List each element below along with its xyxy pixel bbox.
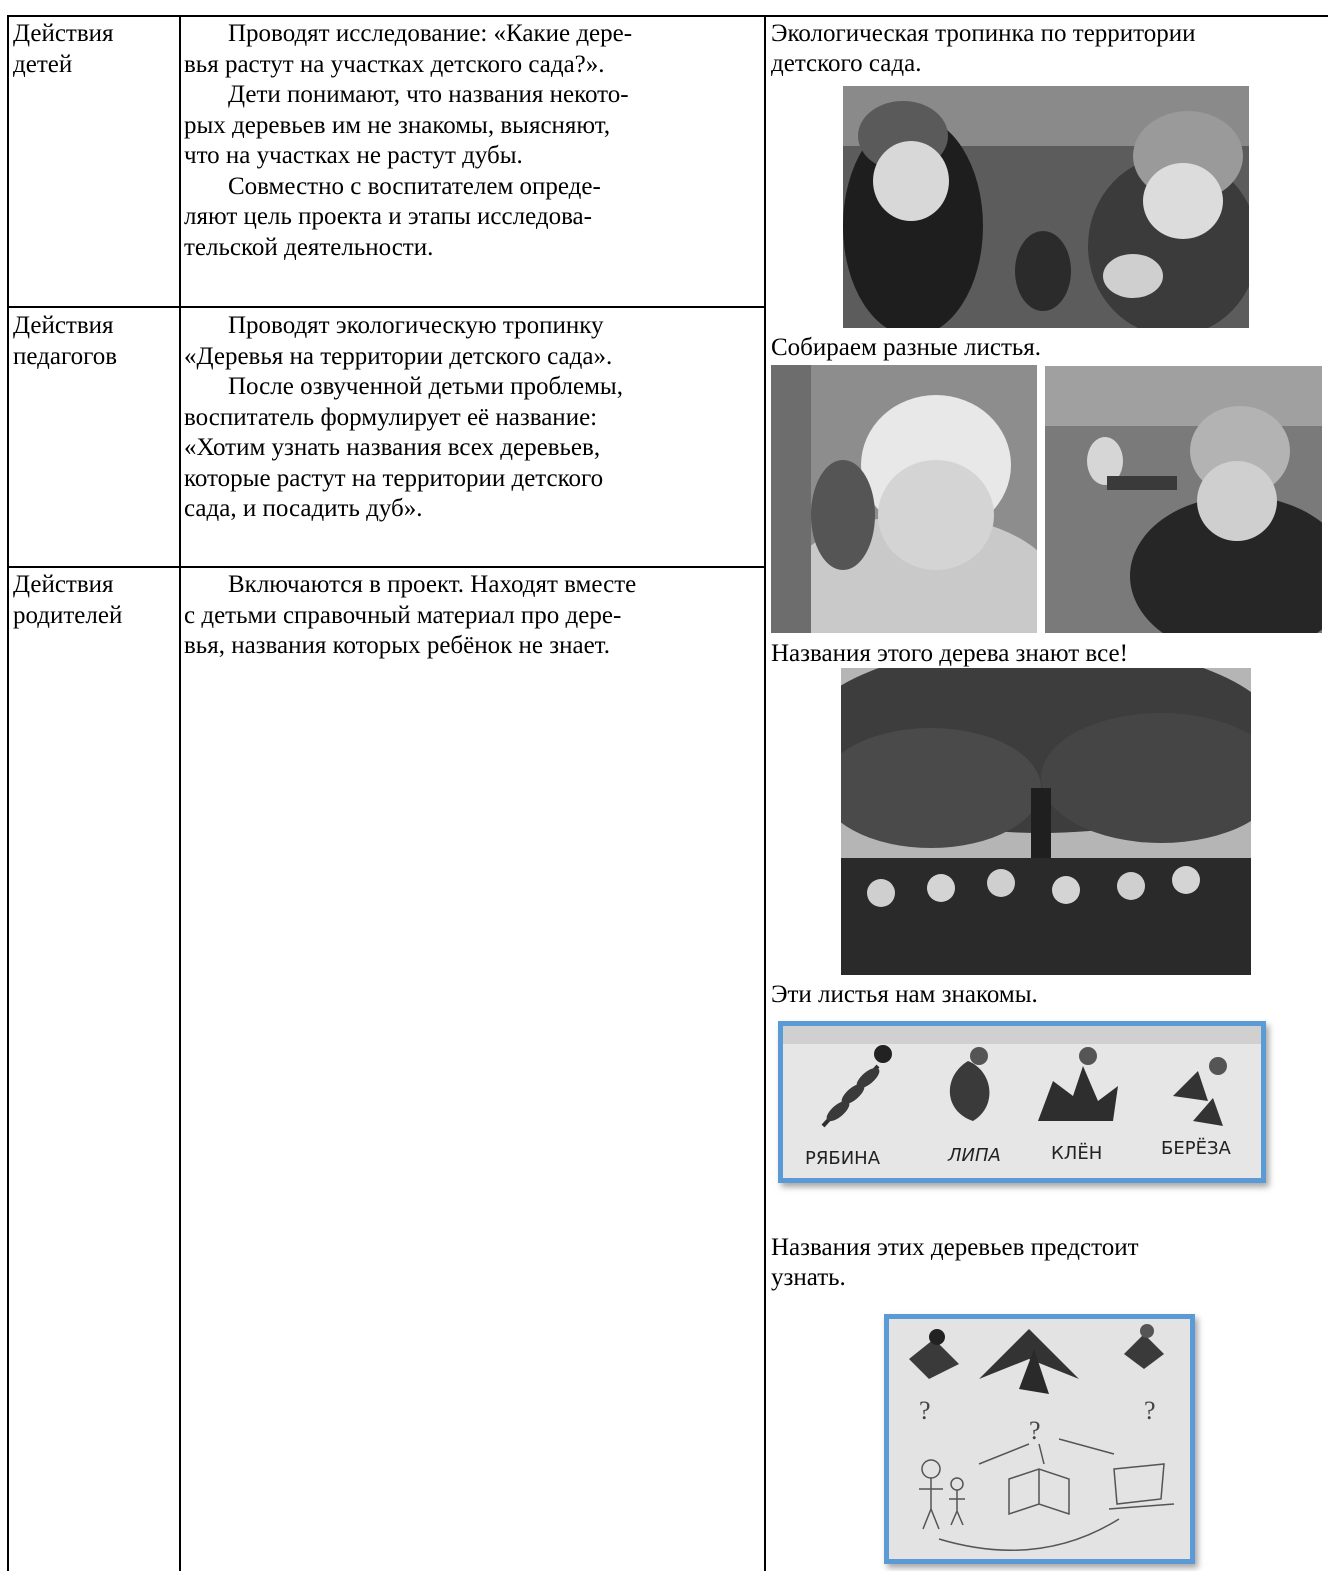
label-line: Действия [13, 571, 114, 598]
text-line: ляют цель проекта и этапы исследова- [184, 203, 592, 230]
text-line: Дети понимают, что названия некото- [228, 81, 629, 108]
caption-tree-everyone-knows [771, 639, 1128, 669]
table-top-border [7, 15, 1328, 17]
text-line: вья растут на участках детского сада?». [184, 50, 605, 78]
text-line: «Деревья на территории детского сада». [184, 342, 613, 370]
label-line: детей [13, 50, 73, 78]
table-left-border [7, 16, 9, 1571]
text-line: вья, названия которых ребёнок не знает. [184, 632, 610, 659]
board-label: РЯБИНА [805, 1148, 881, 1169]
question-mark: ? [1029, 1416, 1041, 1445]
caption-line: Названия этого дерева знают все! [771, 640, 1128, 667]
photo-board-unknown-leaves [884, 1314, 1195, 1564]
label-line: Действия [13, 312, 114, 339]
text-line: которые растут на территории детского [184, 464, 604, 492]
photo-girl-with-leaf [771, 365, 1037, 633]
photo-boy-with-leaf [1045, 366, 1322, 633]
board-label: БЕРЁЗА [1161, 1138, 1231, 1159]
row-text-children [184, 19, 632, 263]
caption-line: Собираем разные листья. [771, 334, 1042, 361]
caption-collect-leaves [771, 333, 1041, 363]
question-mark: ? [1144, 1396, 1156, 1425]
photo-children-under-tree [841, 668, 1251, 975]
row-label-children [13, 19, 114, 80]
caption-line: детского сада. [771, 50, 922, 77]
caption-line: Экологическая тропинка по территории [771, 20, 1196, 47]
caption-eco-trail [771, 19, 1196, 79]
caption-familiar-leaves [771, 980, 1038, 1010]
table-col-divider-1 [179, 16, 181, 1571]
text-line: сада, и посадить дуб». [184, 495, 423, 522]
caption-line: Эти листья нам знакомы. [771, 981, 1038, 1008]
row-text-teachers [184, 311, 623, 525]
text-line: После озвученной детьми проблемы, [228, 373, 623, 400]
text-line: тельской деятельности. [184, 233, 434, 261]
text-line: Совместно с воспитателем опреде- [228, 172, 601, 200]
text-line: «Хотим узнать названия всех деревьев, [184, 434, 601, 461]
text-line: рых деревьев им не знакомы, выясняют, [184, 111, 611, 139]
question-mark: ? [919, 1396, 931, 1425]
text-line: что на участках не растут дубы. [184, 142, 523, 169]
photo-board-known-leaves [778, 1021, 1266, 1183]
label-line: родителей [13, 601, 123, 629]
caption-line: Названия этих деревьев предстоит [771, 1234, 1139, 1261]
board-label: КЛЁН [1051, 1143, 1103, 1164]
text-line: воспитатель формулирует её название: [184, 403, 598, 431]
board-label: ЛИПА [948, 1145, 1001, 1166]
row-text-parents [184, 570, 636, 662]
text-line: Проводят экологическую тропинку [228, 312, 604, 339]
text-line: Включаются в проект. Находят вместе [228, 571, 637, 598]
text-line: Проводят исследование: «Какие дере- [228, 20, 633, 47]
label-line: Действия [13, 20, 114, 47]
row-divider-2 [7, 566, 766, 568]
row-label-teachers [13, 311, 117, 372]
table-col-divider-2 [764, 16, 766, 1571]
row-label-parents [13, 570, 122, 631]
photo-children-with-leaves [843, 86, 1249, 328]
caption-unknown-trees [771, 1233, 1139, 1293]
row-divider-1 [7, 306, 766, 308]
label-line: педагогов [13, 342, 118, 370]
text-line: с детьми справочный материал про дере- [184, 601, 622, 629]
caption-line: узнать. [771, 1264, 846, 1291]
